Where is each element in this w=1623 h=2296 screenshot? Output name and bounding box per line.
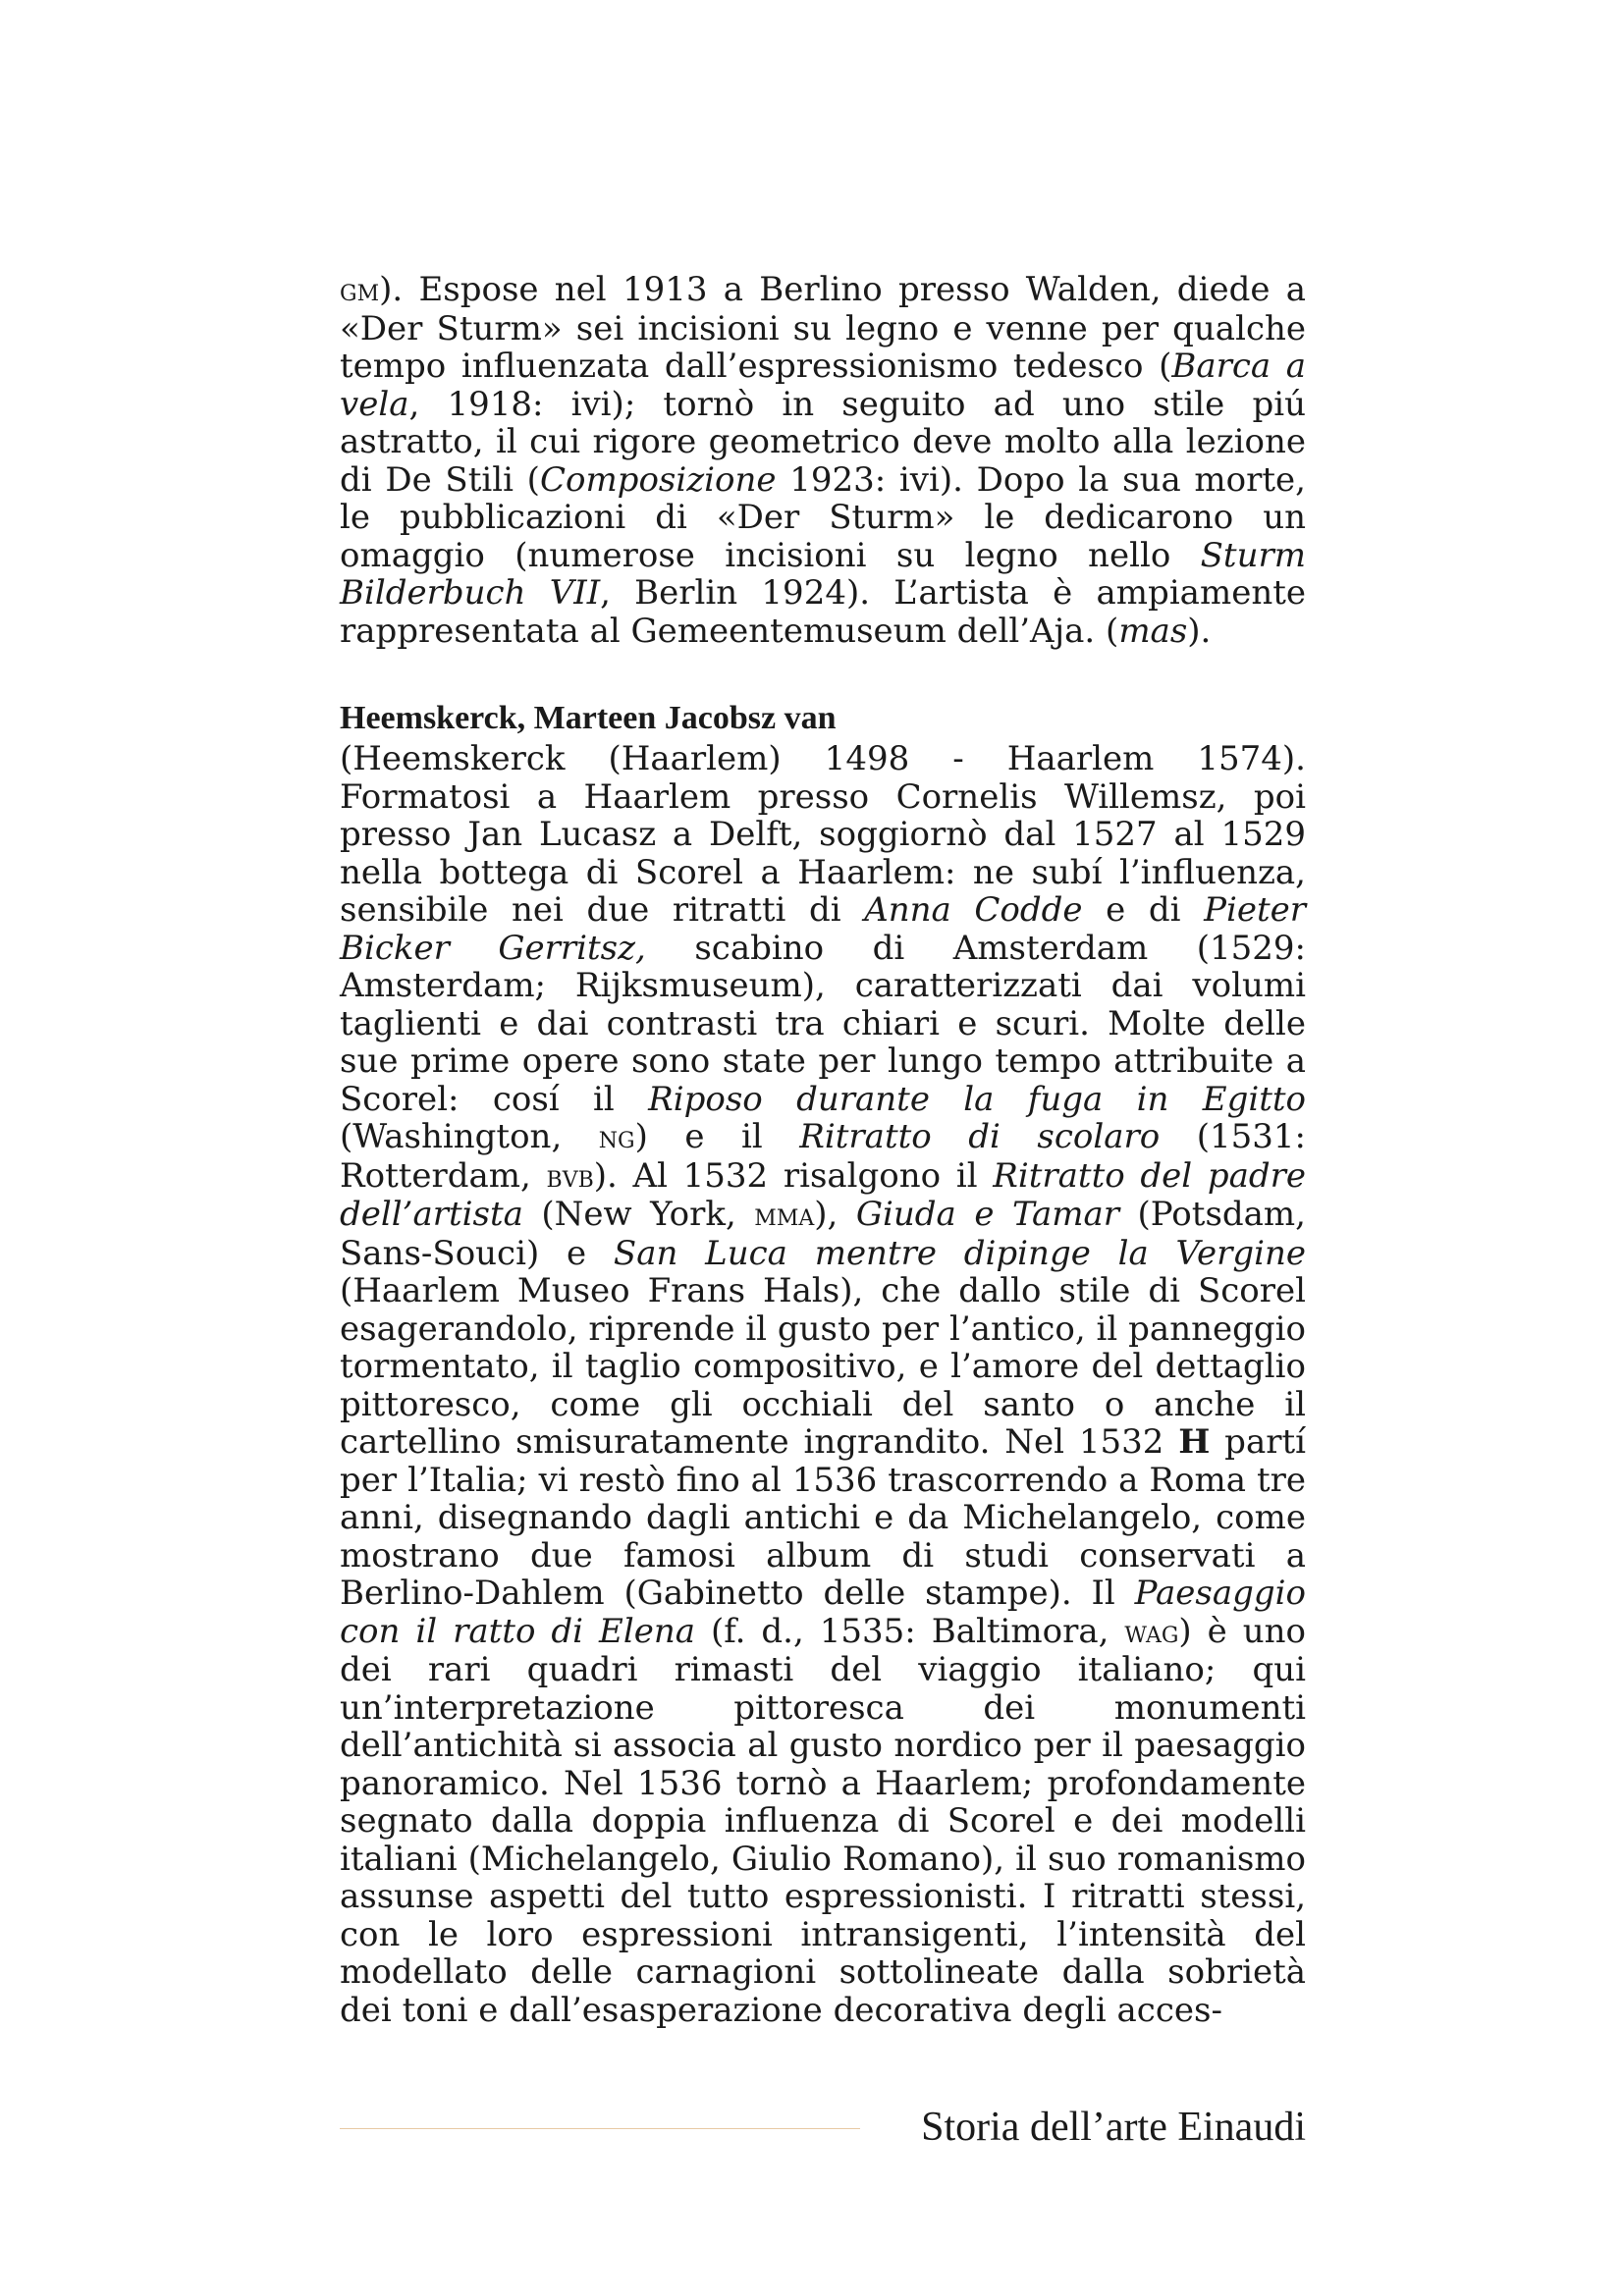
body-text: ) e il bbox=[634, 1117, 800, 1156]
italic-title-text: Pieter Bicker Gerritsz, bbox=[340, 890, 1306, 968]
body-text: ). bbox=[1187, 611, 1212, 651]
entry-continuation-paragraph bbox=[340, 271, 1306, 650]
body-text: ) è uno dei rari quadri rimasti del viaggio italiano; qui un’interpretazione pittoresca dei monumenti dell’antichità si associa al gusto nordico per il paesaggio panoramico. Nel 1536 tornò a Haarlem; profondamente segnato dalla doppia influenza di Scorel e dei modelli italiani (Michelangelo, Giulio Romano), il suo romanismo assunse aspetti del tutto espressionisti. I ritratti stessi, con le loro espressioni intransigenti, l’intensità del modellato delle carnagioni sottolineate dalla sobrietà dei toni e dall’esasperazione decorativa degli acces- bbox=[340, 1611, 1307, 2030]
italic-title-text: Ritratto di scolaro bbox=[799, 1117, 1161, 1156]
body-text: (New York, bbox=[522, 1195, 755, 1234]
abbreviation-text: ng bbox=[598, 1120, 635, 1155]
body-text: partí per l’Italia; vi restò fino al 1536 trascorrendo a Roma tre anni, disegnando dagli antichi e da Michelangelo, come mostrano due famosi album di studi conservati a Berlino-Dahlem (Gabinetto delle stampe). Il bbox=[340, 1422, 1306, 1613]
body-text: ). Al 1532 risalgono il bbox=[593, 1155, 994, 1196]
abbreviation-text: bvb bbox=[546, 1158, 594, 1195]
italic-title-text: Paesaggio con il ratto di Elena bbox=[340, 1574, 1306, 1651]
italic-title-text: mas bbox=[1118, 611, 1188, 651]
body-text: 1923: ivi). Dopo la sua morte, le pubblicazioni di «Der Sturm» le dedicarono un omaggio (numerose incisioni su legno nello bbox=[340, 459, 1306, 575]
bold-initial-text: H bbox=[1178, 1422, 1211, 1462]
body-text: ), bbox=[814, 1195, 856, 1234]
footer-title: Storia dell’arte Einaudi bbox=[921, 2105, 1306, 2150]
entry-body-paragraph bbox=[340, 740, 1306, 2029]
italic-title-text: Riposo durante la fuga in Egitto bbox=[648, 1079, 1307, 1119]
italic-title-text: Ritratto del padre dell’artista bbox=[340, 1155, 1306, 1234]
body-text: (Potsdam, Sans-Souci) e bbox=[340, 1195, 1306, 1273]
italic-title-text: Barca a vela bbox=[340, 347, 1306, 424]
italic-title-text: Composizione bbox=[539, 459, 777, 500]
footer-rule bbox=[340, 2128, 860, 2129]
entry-heading: Heemskerck, Marteen Jacobsz van bbox=[340, 700, 837, 736]
body-text: (f. d., 1535: Baltimora, bbox=[695, 1611, 1125, 1651]
abbreviation-text: mma bbox=[754, 1198, 815, 1233]
page-footer bbox=[340, 2099, 1306, 2158]
body-text: , Berlin 1924). L’artista è ampiamente rappresentata al Gemeentemuseum dell’Aja. ( bbox=[340, 573, 1306, 651]
body-text: (Heemskerck (Haarlem) 1498 - Haarlem 1574). Formatosi a Haarlem presso Cornelis Willemsz, poi presso Jan Lucasz a Delft, soggiornò dal 1527 al 1529 nella bottega di Scorel a Haarlem: ne subí l’influenza, sensibile nei due ritratti di bbox=[340, 739, 1306, 930]
body-text: scabino di Amsterdam (1529: Amsterdam; Rijksmuseum), caratterizzati dai volumi taglienti e dai contrasti tra chiari e scuri. Molte delle sue prime opere sono state per lungo tempo attribuite a Scorel: cosí il bbox=[340, 928, 1306, 1119]
abbreviation-text: gm bbox=[340, 273, 380, 308]
body-text: ). Espose nel 1913 a Berlino presso Walden, diede a «Der Sturm» sei incisioni su legno e venne per qualche tempo influenzata dall’espressionismo tedesco ( bbox=[340, 270, 1306, 386]
italic-title-text: San Luca mentre dipinge la Vergine bbox=[613, 1233, 1306, 1273]
italic-title-text: Sturm Bilderbuch VII bbox=[340, 535, 1306, 613]
italic-title-text: Anna Codde bbox=[864, 890, 1083, 930]
italic-title-text: Giuda e Tamar bbox=[855, 1195, 1120, 1234]
body-text: , 1918: ivi); tornò in seguito ad uno stile piú astratto, il cui rigore geometrico deve molto alla lezione di De Stili ( bbox=[340, 384, 1306, 500]
body-text: (1531: Rotterdam, bbox=[340, 1117, 1306, 1196]
body-text: e di bbox=[1082, 890, 1205, 930]
body-text: (Haarlem Museo Frans Hals), che dallo stile di Scorel esagerandolo, riprende il gusto per l’antico, il panneggio tormentato, il taglio compositivo, e l’amore del dettaglio pittoresco, come gli occhiali del santo o anche il cartellino smisuratamente ingrandito. Nel 1532 bbox=[340, 1271, 1306, 1462]
body-text: (Washington, bbox=[340, 1117, 599, 1156]
abbreviation-text: wag bbox=[1124, 1614, 1179, 1650]
page-body bbox=[340, 271, 1306, 2029]
